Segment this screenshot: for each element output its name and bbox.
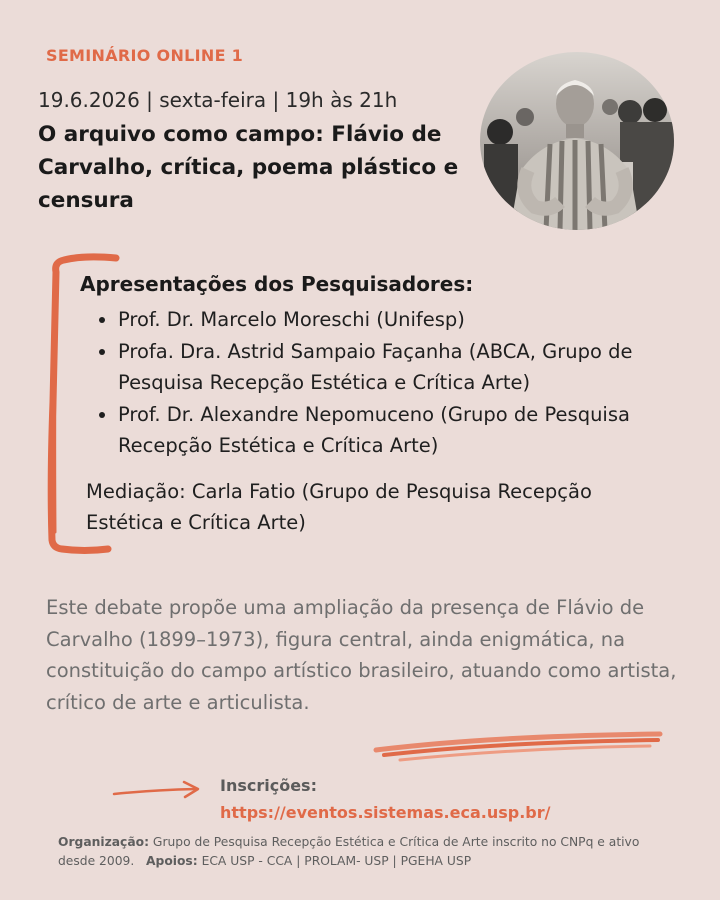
list-item: • Profa. Dra. Astrid Sampaio Façanha (ABCA, Grupo de Pesquisa Recepção Estética e Crítica Arte) xyxy=(118,336,680,399)
support-label: Apoios: xyxy=(146,854,198,868)
registration-link[interactable]: https://eventos.sistemas.eca.usp.br/ xyxy=(220,803,551,822)
presenters-panel xyxy=(80,270,680,538)
registration-block xyxy=(220,772,550,826)
presenters-heading: Apresentações dos Pesquisadores: xyxy=(80,272,474,296)
presenters-list xyxy=(80,304,680,462)
brush-stroke-decoration xyxy=(370,728,670,768)
mediation-text: Mediação: Carla Fatio (Grupo de Pesquisa Recepção Estética e Crítica Arte) xyxy=(86,479,592,534)
event-title: O arquivo como campo: Flávio de Carvalho, crítica, poema plástico e censura xyxy=(38,122,459,213)
right-arrow-icon xyxy=(112,778,204,802)
list-item: • Prof. Dr. Alexandre Nepomuceno (Grupo de Pesquisa Recepção Estética e Crítica Arte) xyxy=(118,399,680,462)
footer-credits xyxy=(58,833,678,871)
registration-label: Inscrições: xyxy=(220,776,317,795)
event-description: Este debate propõe uma ampliação da presença de Flávio de Carvalho (1899–1973), figura central, ainda enigmática, na constituição do campo artístico brasileiro, atuando como artista, crítico de arte e articulista. xyxy=(46,596,677,714)
list-item: • Prof. Dr. Marcelo Moreschi (Unifesp) xyxy=(118,304,680,336)
support-text: ECA USP - CCA | PROLAM- USP | PGEHA USP xyxy=(197,854,472,868)
event-kicker: SEMINÁRIO ONLINE 1 xyxy=(46,46,244,65)
org-text: Grupo de Pesquisa Recepção Estética e Crítica de Arte inscrito no CNPq e ativo desde 2009. xyxy=(58,835,640,868)
org-label: Organização: xyxy=(58,835,149,849)
portrait-photo xyxy=(480,52,674,230)
event-date-line: 19.6.2026 | sexta-feira | 19h às 21h xyxy=(38,88,398,112)
